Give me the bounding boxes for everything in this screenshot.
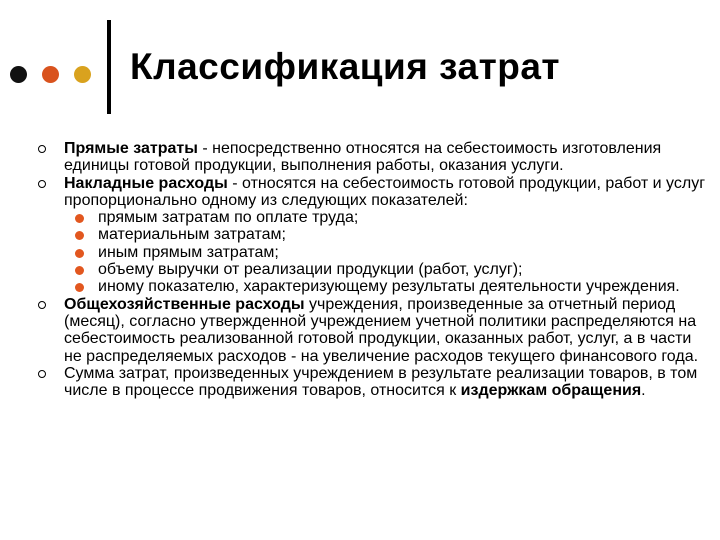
list-item [38, 140, 706, 175]
gold-dot-icon [74, 66, 91, 83]
content-list [38, 140, 706, 399]
item-text: учреждения, произведенные за отчетный период (месяц), согласно утвержденной учреждением учетной политики распределяются на себестоимость реализованной готовой продукции, оказанных работ, услуг, а в части не распределяемых расходов - на увеличение расходов текущего финансового года. [64, 295, 699, 365]
sub-list-item [38, 209, 706, 226]
dot-bullet-icon [75, 249, 84, 258]
list-item [38, 365, 706, 400]
item-text: Сумма затрат, произведенных учреждением в результате реализации товаров, в том числе в процессе продвижения товаров, относится к [64, 364, 698, 400]
sub-list-item [38, 244, 706, 261]
item-text: - непосредственно относятся на себестоимость изготовления единицы готовой продукции, выполнения работы, оказания услуги. [64, 140, 662, 175]
ring-bullet-icon [38, 301, 46, 309]
dot-bullet-icon [75, 266, 84, 275]
sub-list-item [38, 261, 706, 278]
title-divider [107, 20, 111, 114]
orange-dot-icon [42, 66, 59, 83]
sub-list-item [38, 226, 706, 243]
ring-bullet-icon [38, 145, 46, 153]
dark-dot-icon [10, 66, 27, 83]
sub-item-text: иным прямым затратам; [98, 243, 279, 261]
item-term: издержкам обращения [460, 382, 642, 400]
dot-bullet-icon [75, 214, 84, 223]
sub-item-text: материальным затратам; [98, 226, 286, 244]
ring-bullet-icon [38, 180, 46, 188]
dot-bullet-icon [75, 231, 84, 240]
sub-item-text: объему выручки от реализации продукции (работ, услуг); [98, 261, 523, 279]
sub-item-text: прямым затратам по оплате труда; [98, 209, 359, 227]
list-item [38, 175, 706, 210]
ring-bullet-icon [38, 370, 46, 378]
dot-bullet-icon [75, 283, 84, 292]
item-term: Общехозяйственные расходы [64, 295, 305, 313]
item-text: - относятся на себестоимость готовой продукции, работ и услуг пропорционально одному из следующих показателей: [64, 174, 706, 209]
item-text-end: . [641, 382, 646, 400]
item-term: Накладные расходы [64, 174, 228, 192]
sub-list-item [38, 278, 706, 295]
sub-item-text: иному показателю, характеризующему результаты деятельности учреждения. [98, 278, 680, 296]
page-title: Классификация затрат [130, 46, 561, 87]
list-item [38, 296, 706, 365]
item-term: Прямые затраты [64, 140, 198, 157]
